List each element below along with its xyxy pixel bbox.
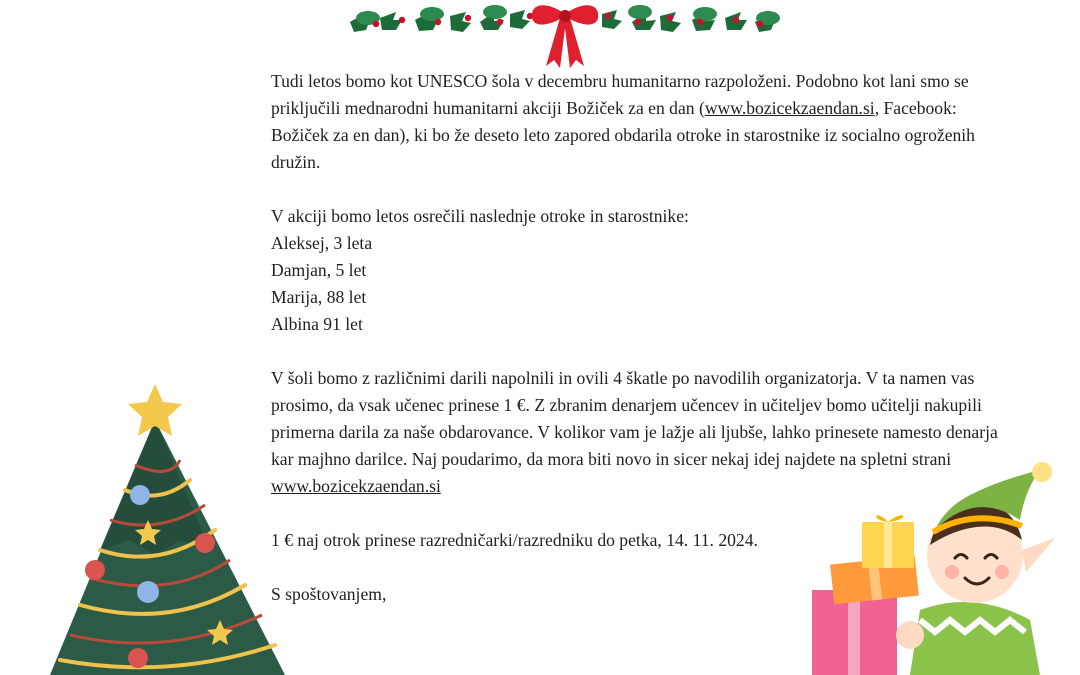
intro-paragraph: Tudi letos bomo kot UNESCO šola v decembru humanitarno razpoloženi. Podobno kot lani smo se priključili mednarodni humanitarni akciji Božiček za en dan (www.bozicekzaendan.si, Facebook: Božiček za en dan), ki bo že deseto leto zapored obdarila otroke in starostnike iz socialno ogroženih družin. — [271, 71, 975, 172]
christmas-garland-icon — [340, 0, 790, 72]
closing-line: S spoštovanjem, — [271, 584, 387, 604]
elf-with-gifts-icon — [800, 460, 1080, 675]
recipient-item: Marija, 88 let — [271, 287, 367, 307]
website-link[interactable]: www.bozicekzaendan.si — [271, 476, 441, 496]
christmas-tree-icon — [30, 380, 295, 675]
deadline-paragraph: 1 € naj otrok prinese razredničarki/razredniku do petka, 14. 11. 2024. — [271, 530, 758, 550]
recipient-item: Albina 91 let — [271, 314, 363, 334]
instructions-paragraph: V šoli bomo z različnimi darili napolnili in ovili 4 škatle po navodilih organizatorja. V ta namen vas prosimo, da vsak učenec prinese 1 €. Z zbranim denarjem učencev in učiteljev bomo učitelji nakupili primerna darila za naše obdarovance. V kolikor vam je lažje ali ljubše, lahko prinesete namesto denarja kar majhno darilce. Naj poudarimo, da mora biti novo in sicer nekaj idej najdete na spletni strani www.bozicekzaendan.si — [271, 368, 998, 496]
recipient-item: Aleksej, 3 leta — [271, 233, 373, 253]
website-link[interactable]: www.bozicekzaendan.si — [704, 98, 875, 118]
recipient-item: Damjan, 5 let — [271, 260, 367, 280]
recipients-intro: V akciji bomo letos osrečili naslednje otroke in starostnike: — [271, 206, 689, 226]
